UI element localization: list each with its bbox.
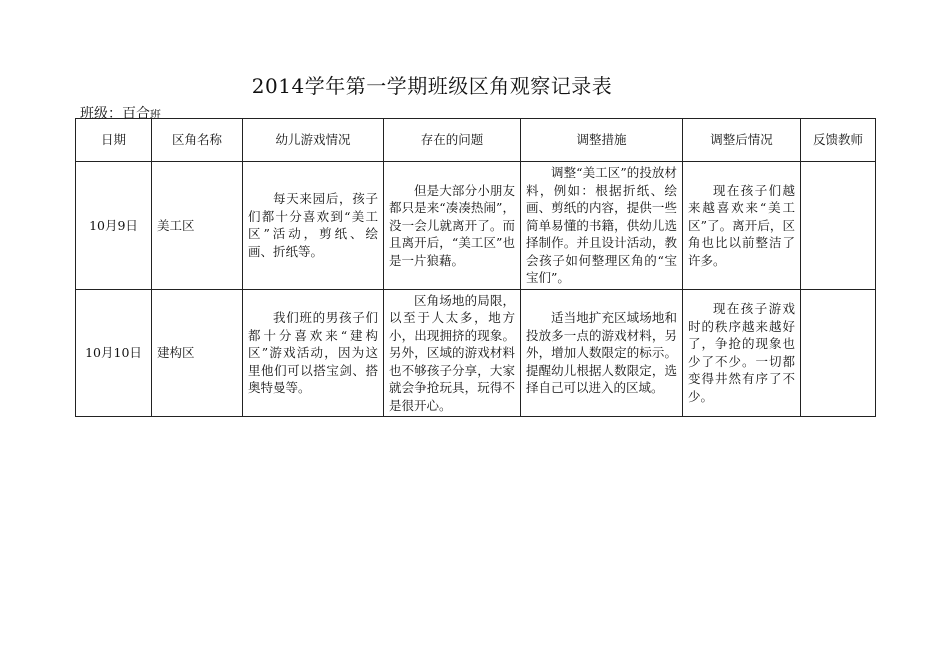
measure-cell: 调整“美工区”的投放材料，例如：根据折纸、绘画、剪纸的内容，提供一些简单易懂的书籍，供幼儿选择制作。并且设计活动，教会孩子如何整理区角的“宝宝们”。 — [521, 162, 683, 290]
problem-cell: 区角场地的局限，以至于人太多，地方小，出现拥挤的现象。另外，区域的游戏材料也不够孩子分享，大家就会争抢玩具，玩得不是很开心。 — [384, 289, 521, 417]
header-row — [76, 119, 876, 162]
area-cell: 建构区 — [152, 289, 243, 417]
header-after: 调整后情况 — [683, 119, 801, 162]
header-teacher: 反馈教师 — [801, 119, 876, 162]
header-measure: 调整措施 — [521, 119, 683, 162]
area-cell: 美工区 — [152, 162, 243, 290]
problem-cell: 但是大部分小朋友都只是来“凑凑热闹”，没一会儿就离开了。而且离开后，“美工区”也是一片狼藉。 — [384, 162, 521, 290]
observation-table — [75, 118, 876, 417]
table-row — [76, 289, 876, 417]
table-row — [76, 162, 876, 290]
date-cell: 10月10日 — [76, 289, 152, 417]
header-date: 日期 — [76, 119, 152, 162]
play-cell: 我们班的男孩子们都十分喜欢来“建构区”游戏活动，因为这里他们可以搭宝剑、搭奥特曼等。 — [243, 289, 384, 417]
header-play: 幼儿游戏情况 — [243, 119, 384, 162]
header-problem: 存在的问题 — [384, 119, 521, 162]
after-cell: 现在孩子们越来越喜欢来“美工区”了。离开后，区角也比以前整洁了许多。 — [683, 162, 801, 290]
page-title — [0, 70, 950, 99]
measure-cell: 适当地扩充区域场地和投放多一点的游戏材料，另外，增加人数限定的标示。提醒幼儿根据人数限定，选择自己可以进入的区域。 — [521, 289, 683, 417]
date-cell: 10月9日 — [76, 162, 152, 290]
after-cell: 现在孩子游戏时的秩序越来越好了，争抢的现象也少了不少。一切都变得井然有序了不少。 — [683, 289, 801, 417]
class-suffix: 班 — [150, 108, 161, 121]
header-area: 区角名称 — [152, 119, 243, 162]
teacher-cell — [801, 289, 876, 417]
teacher-cell — [801, 162, 876, 290]
class-label: 班级：百合 — [80, 106, 150, 122]
play-cell: 每天来园后，孩子们都十分喜欢到“美工区”活动，剪纸、绘画、折纸等。 — [243, 162, 384, 290]
title-text: 2014学年第一学期班级区角观察记录表 — [251, 74, 613, 98]
